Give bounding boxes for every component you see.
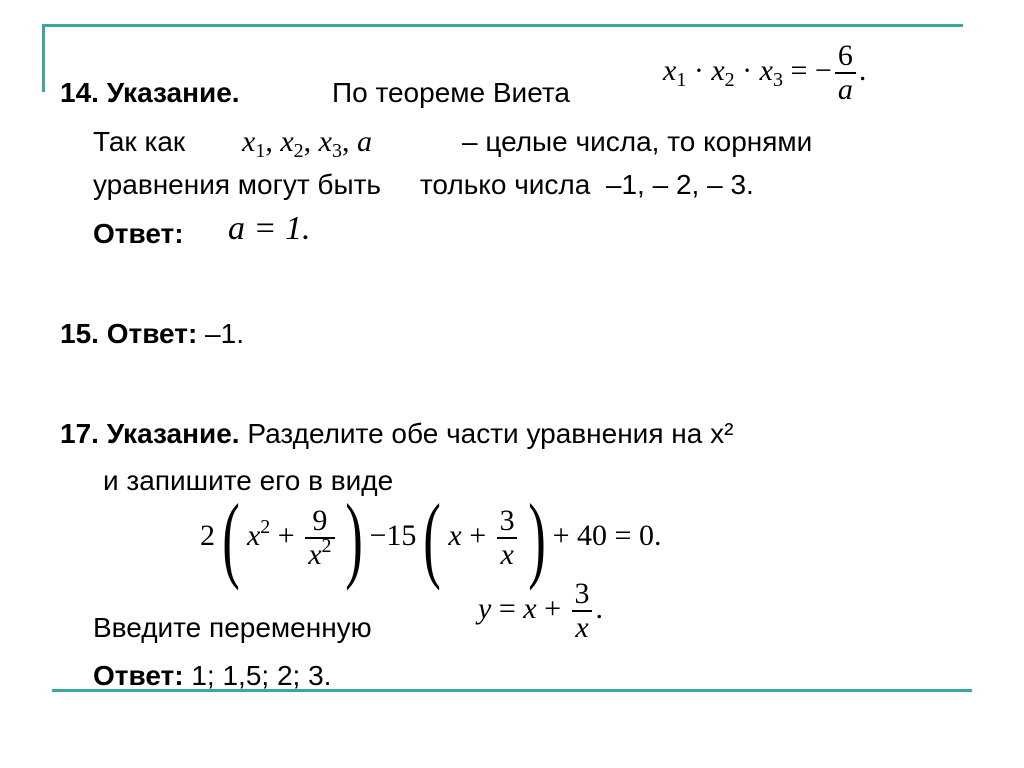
problem-17-line1 [60,418,733,450]
problem-14-line2-suffix: – целые числа, то корнями [462,126,813,157]
problem-14-line2-prefix: Так как [93,126,186,157]
problem-17-text1: Разделите обе части уравнения на x² [239,418,734,449]
problem-15-heading: 15. Ответ: [60,318,198,349]
vieta-formula: $x_1 \cdot x_2 \cdot x_3$ = − $\frac{6}{a}$ . [663,39,867,106]
variables-list: $x_1$, $x_2$, $x_3$, a [242,125,372,162]
problem-15-answer: –1. [197,318,244,349]
equation-formula: 2( $x^2$ + $\frac{9}{x^2}$ ) −15( x + $\frac{3}{x}$ ) + 40 = 0. [200,484,662,591]
problem-14-line3: уравнения могут быть только числа –1, – 2, – 3. [93,169,754,200]
top-rule [42,24,963,27]
problem-14-intro: По теореме Виета [332,77,570,108]
problem-14-answer-label: Ответ: [93,218,184,249]
left-rule [42,24,45,92]
problem-17-answer [93,660,331,692]
substitution-formula: y = x + $\frac{3}{x}$ . [478,577,603,644]
substitution-label: Введите переменную [93,612,372,643]
problem-17-answer-label: Ответ: [93,660,184,691]
problem-15 [60,318,244,350]
problem-17-text2: и запишите его в виде [103,465,394,496]
problem-14-answer-formula: a = 1. [228,210,311,247]
problem-17-heading: 17. Указание. [60,418,240,449]
problem-17-answer-value: 1; 1,5; 2; 3. [183,660,332,691]
problem-14-heading: 14. Указание. [60,77,240,108]
